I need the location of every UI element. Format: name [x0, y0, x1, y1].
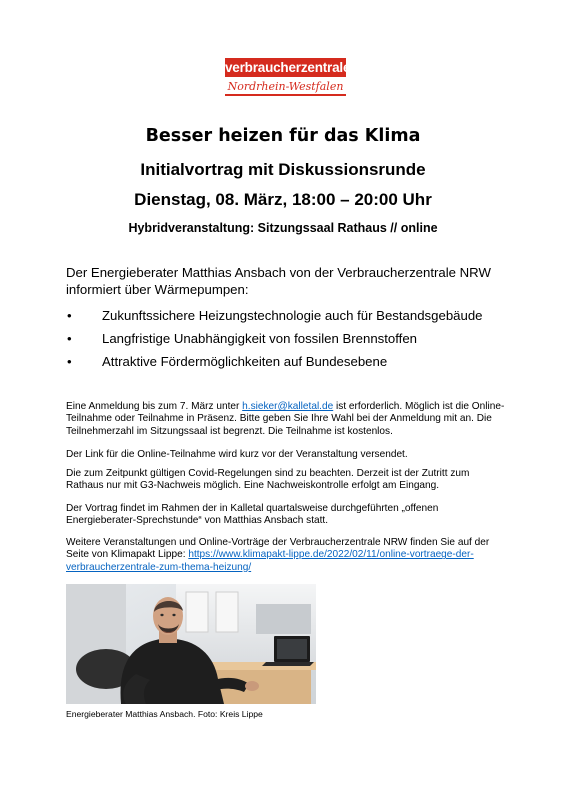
- bullet-icon: •: [67, 331, 72, 346]
- consultation-paragraph: Der Vortrag findet im Rahmen der in Kalletal quartalsweise durchgeführten „offenen Energieberater-Sprechstunde“ von Matthias Ansbach statt.: [66, 503, 439, 527]
- list-item: • Zukunftssichere Heizungstechnologie auch für Bestandsgebäude: [67, 308, 483, 323]
- speaker-photo: [66, 584, 316, 704]
- logo: [225, 58, 351, 96]
- registration-paragraph: Eine Anmeldung bis zum 7. März unter h.sieker@kalletal.de ist erforderlich. Möglich ist die Online-Teilnahme oder Teilnahme in Präsenz. Bitte geben Sie Ihre Wahl bei der Anmeldung mit an. Die Teilnehmerzahl im Sitzungssaal ist begrenzt. Die Teilnahme ist kostenlos.: [66, 401, 505, 437]
- logo-rule: [225, 94, 346, 96]
- list-item: • Langfristige Unabhängigkeit von fossilen Brennstoffen: [67, 331, 417, 346]
- email-link[interactable]: h.sieker@kalletal.de: [242, 401, 334, 412]
- logo-brand: verbraucherzentrale: [225, 60, 351, 75]
- list-item: • Attraktive Fördermöglichkeiten auf Bundesebene: [67, 354, 388, 369]
- event-venue: Hybridveranstaltung: Sitzungssaal Rathaus // online: [128, 221, 438, 235]
- bullet-icon: •: [67, 354, 72, 369]
- event-title: Besser heizen für das Klima: [145, 126, 421, 146]
- intro-text: Der Energieberater Matthias Ansbach von der Verbraucherzentrale NRW informiert über Wärmepumpen:: [66, 265, 491, 297]
- event-subtitle: Initialvortrag mit Diskussionsrunde: [140, 160, 426, 179]
- online-link-paragraph: Der Link für die Online-Teilnahme wird kurz vor der Veranstaltung versendet.: [66, 449, 408, 460]
- klimapakt-link[interactable]: https://www.klimapakt-lippe.de/2022/02/11/online-vortraege-der-verbraucherzentrale-zum-thema-heizung/: [66, 549, 474, 573]
- event-date: Dienstag, 08. März, 18:00 – 20:00 Uhr: [134, 190, 432, 209]
- logo-region: Nordrhein-Westfalen: [227, 80, 344, 93]
- more-events-paragraph: Weitere Veranstaltungen und Online-Vorträge der Verbraucherzentrale NRW finden Sie auf der Seite von Klimapakt Lippe: https://www.klimapakt-lippe.de/2022/02/11/online-vortraege-der-verbraucherzentrale-zum-thema-heizung/: [66, 537, 490, 573]
- photo-caption: Energieberater Matthias Ansbach. Foto: Kreis Lippe: [66, 709, 263, 719]
- topic-list: [66, 307, 536, 376]
- bullet-icon: •: [67, 308, 72, 323]
- covid-paragraph: Die zum Zeitpunkt gültigen Covid-Regelungen sind zu beachten. Derzeit ist der Zutritt zum Rathaus nur mit G3-Nachweis möglich. Eine Nachweiskontrolle erfolgt am Eingang.: [66, 468, 470, 492]
